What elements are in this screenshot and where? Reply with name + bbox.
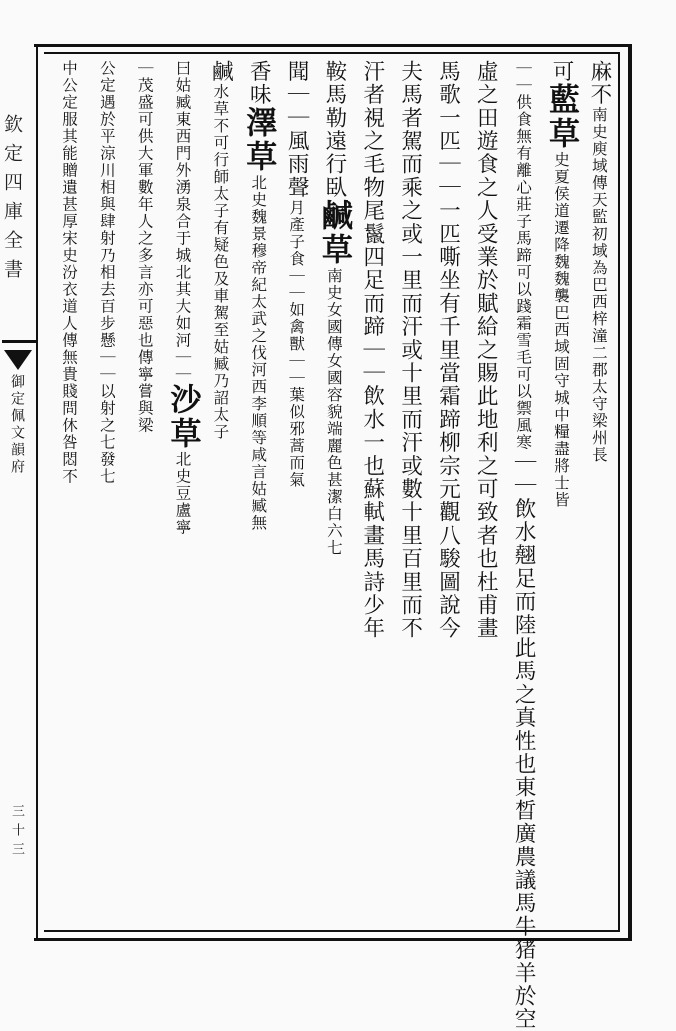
- text-column-1: [580, 60, 616, 928]
- collection-title: 欽定四庫全書: [1, 114, 23, 288]
- annotation-text: 月產子食: [287, 199, 306, 268]
- annotation-text: 曰姑臧東西門外湧泉合于城北其大如河: [173, 60, 192, 349]
- annotation-text: 茂盛可供大軍數年人之多言亦可惡也: [135, 77, 154, 349]
- annotation-text: 北史豆盧寧: [173, 451, 192, 536]
- inner-right-border: [618, 52, 620, 932]
- annotation-text: 南史庾域傳天監初域為巴西梓潼二郡太守梁州長: [589, 106, 608, 464]
- book-title: 御定佩文韻府: [9, 374, 25, 476]
- body-text: ｜｜: [435, 152, 461, 200]
- entry-headword: 藍草: [542, 83, 579, 152]
- entry-headword: 沙: [164, 383, 201, 417]
- text-column-3: [504, 60, 540, 1031]
- gutter-rule: [2, 340, 36, 343]
- body-text: 風雨聲: [284, 129, 310, 200]
- body-text: 汗者視之毛物尾鬣四足而蹄: [359, 60, 385, 339]
- text-column-5: [428, 60, 464, 928]
- frame-top-border: [34, 44, 630, 47]
- annotation-text: 以射之七發七: [97, 383, 116, 485]
- body-text: 聞: [284, 60, 310, 84]
- entry-headword: 澤: [240, 106, 277, 141]
- text-column-13: [126, 60, 162, 928]
- body-text: 虛之田遊食之人受業於賦給之賜此地利之可致者也杜甫畫: [473, 60, 499, 640]
- text-column-4: [466, 60, 502, 928]
- body-text: 鞍馬勒遠行臥: [321, 60, 347, 200]
- text-column-12: [164, 60, 200, 928]
- annotation-text: 如禽獸: [287, 301, 306, 353]
- annotation-text: ｜｜: [287, 267, 306, 302]
- annotation-text: 公定遇於平涼川相與肆射乃相去百步懸: [97, 60, 116, 349]
- body-text: 飲水一也蘇軾畫馬詩少年: [359, 384, 385, 641]
- text-column-10: [239, 60, 275, 928]
- text-column-15: [50, 60, 86, 928]
- frame-left-border: [36, 44, 38, 940]
- entry-headword: 草: [315, 233, 352, 268]
- annotation-text: 傳寧嘗與梁: [135, 349, 154, 434]
- entry-headword: 草: [164, 417, 201, 451]
- annotation-text: 葉似邪蒿而氣: [287, 386, 306, 489]
- frame-right-border: [628, 44, 632, 940]
- body-text: 夫馬者駕而乘之或一里而汗或十里而汗或數十里百里而不: [397, 60, 423, 640]
- text-column-9: [277, 60, 313, 928]
- annotation-text: ｜｜: [173, 349, 192, 383]
- body-text: ｜｜: [284, 83, 310, 130]
- entry-headword: 草: [240, 140, 277, 175]
- text-column-7: [353, 60, 389, 928]
- annotation-text: ｜: [135, 60, 154, 77]
- text-column-6: [391, 60, 427, 928]
- annotation-text: 史夏侯道遷降魏魏襲巴西域固守城中糧盡將士皆: [551, 151, 570, 509]
- body-text: 麻不: [586, 60, 612, 107]
- text-columns: [50, 60, 616, 1031]
- body-text: ｜｜: [359, 338, 385, 385]
- entry-headword: 鹹: [315, 199, 352, 234]
- text-column-11: [201, 60, 237, 928]
- annotation-text: 南史女國傳女國容貌端麗色甚潔白六七: [324, 267, 343, 557]
- body-text: 香味: [246, 60, 272, 107]
- inner-top-border: [44, 52, 620, 54]
- body-text: ｜｜: [511, 451, 537, 498]
- body-text: 可: [548, 60, 574, 84]
- body-text: 於空: [511, 984, 537, 1031]
- annotation-text: 中公定服其能贈遺甚厚宋史汾衣道人傳無貴賤問休咎悶不: [60, 60, 78, 485]
- annotation-text: ｜｜供食無有離心莊子馬蹄可以踐霜雪毛可以禦風寒: [514, 60, 533, 451]
- annotation-text: 水草不可行師太子有疑色及車駕至姑臧乃詔太子: [211, 83, 230, 441]
- body-text: 鹹: [208, 60, 234, 84]
- text-column-2: [542, 60, 578, 928]
- text-column-14: [88, 60, 124, 928]
- frame-bottom-border: [34, 938, 632, 941]
- annotation-text: ｜｜: [287, 352, 306, 387]
- body-text: 一匹嘶坐有千里當霜蹄柳宗元觀八駿圖說今: [435, 199, 461, 641]
- body-text: 馬歌一匹: [435, 60, 461, 153]
- page-gutter: [0, 44, 36, 940]
- page-number: 三十三: [9, 804, 24, 861]
- fishtail-mark: [4, 350, 32, 370]
- annotation-text: ｜｜: [97, 349, 116, 383]
- text-column-8: [315, 60, 351, 928]
- body-text: 飲水翹足而陸此馬之真性也東晳廣農議馬牛猪羊: [511, 497, 537, 985]
- annotation-text: 北史魏景穆帝紀太武之伐河西李順等咸言姑臧無: [249, 174, 268, 532]
